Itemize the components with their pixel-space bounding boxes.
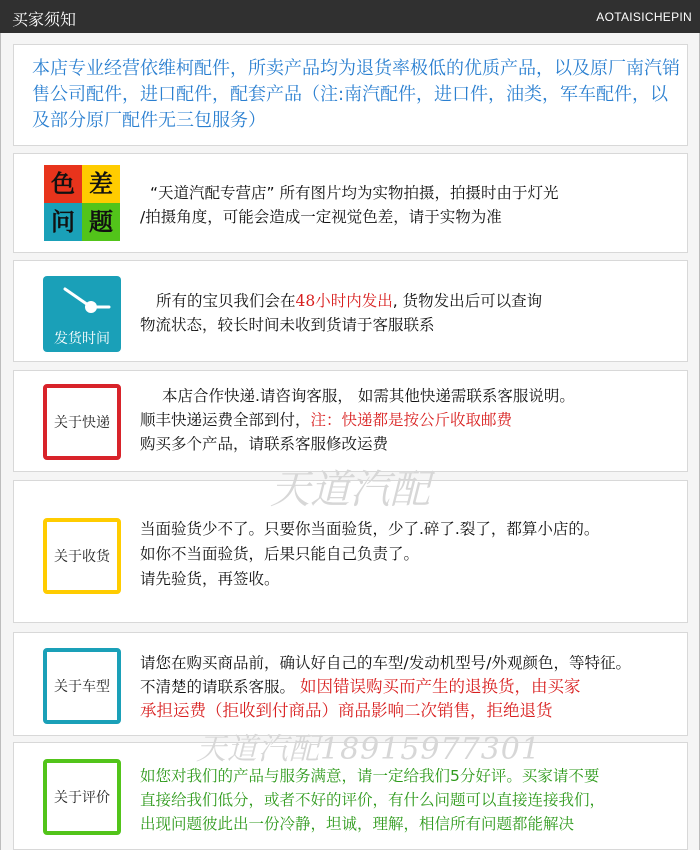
model-line1: 请您在购买商品前，确认好自己的车型/发动机型号/外观颜色，等特征。 — [140, 654, 631, 672]
shipping-line1-c: , 货物发出后可以查询 — [392, 292, 543, 310]
express-line3: 购买多个产品，请联系客服修改运费 — [140, 435, 389, 453]
model-return-policy-b: 承担运费（拒收到付商品）商品影响二次销售，拒绝退货 — [140, 701, 553, 720]
express-icon: 关于快递 — [43, 384, 121, 460]
review-line3: 出现问题彼此出一份冷静，坦诚，理解，相信所有问题都能解决 — [140, 815, 575, 833]
receipt-icon: 关于收货 — [43, 518, 121, 594]
watermark-text: 天道汽配 — [270, 467, 430, 513]
watermark-text-phone: 天道汽配18915977301 — [196, 732, 541, 767]
express-line2 — [140, 408, 512, 432]
receipt-line2: 如你不当面验货，后果只能自己负责了。 — [140, 545, 420, 563]
express-weight-note: 注：快递都是按公斤收取邮费 — [310, 411, 513, 429]
clock-icon — [43, 276, 121, 352]
receipt-line3: 请先验货，再签收。 — [140, 570, 280, 588]
review-icon: 关于评价 — [43, 759, 121, 835]
review-line2: 直接给我们低分，或者不好的评价，有什么问题可以直接连接我们， — [140, 791, 606, 809]
model-line2 — [140, 675, 580, 699]
color-diff-icon-cell: 题 — [82, 203, 120, 241]
express-line2-a: 顺丰快递运费全部到付， — [140, 411, 311, 429]
color-diff-line1: “天道汽配专营店” 所有图片均为实物拍摄，拍摄时由于灯光 — [150, 184, 559, 202]
shipping-48h-highlight: 48小时内发出 — [295, 292, 393, 310]
color-diff-icon-cell: 问 — [44, 203, 82, 241]
shipping-line1 — [156, 289, 542, 313]
model-return-policy-a: 如因错误购买而产生的退换货，由买家 — [299, 677, 581, 696]
brand-name: AOTAISICHEPIN — [596, 10, 692, 24]
clock-hands-icon — [43, 276, 121, 326]
shipping-line2: 物流状态，较长时间未收到货请于客服联系 — [140, 316, 435, 334]
model-line2-a: 不清楚的请联系客服。 — [140, 678, 296, 696]
review-line1: 如您对我们的产品与服务满意，请一定给我们5分好评。买家请不要 — [140, 767, 600, 785]
shipping-line1-a: 所有的宝贝我们会在 — [156, 292, 296, 310]
page-title: 买家须知 — [12, 10, 77, 29]
color-diff-icon-cell: 差 — [82, 165, 120, 203]
express-line1: 本店合作快递.请咨询客服， 如需其他快递需联系客服说明。 — [162, 387, 575, 405]
intro-text: 本店专业经营依维柯配件，所卖产品均为退货率极低的优质产品，以及原厂南汽销售公司配件，进口配件，配套产品（注:南汽配件，进口件，油类，军车配件，以及部分原厂配件无三包服务） — [32, 58, 680, 131]
intro-panel — [13, 44, 688, 146]
receipt-line1: 当面验货少不了。只要你当面验货，少了.碎了.裂了，都算小店的。 — [140, 520, 600, 538]
color-diff-icon — [44, 165, 120, 241]
shipping-time-icon-label: 发货时间 — [54, 331, 110, 347]
header-bar — [0, 0, 700, 33]
model-icon: 关于车型 — [43, 648, 121, 724]
color-diff-icon-cell: 色 — [44, 165, 82, 203]
color-diff-line2: /拍摄角度，可能会造成一定视觉色差，请于实物为准 — [140, 208, 502, 226]
